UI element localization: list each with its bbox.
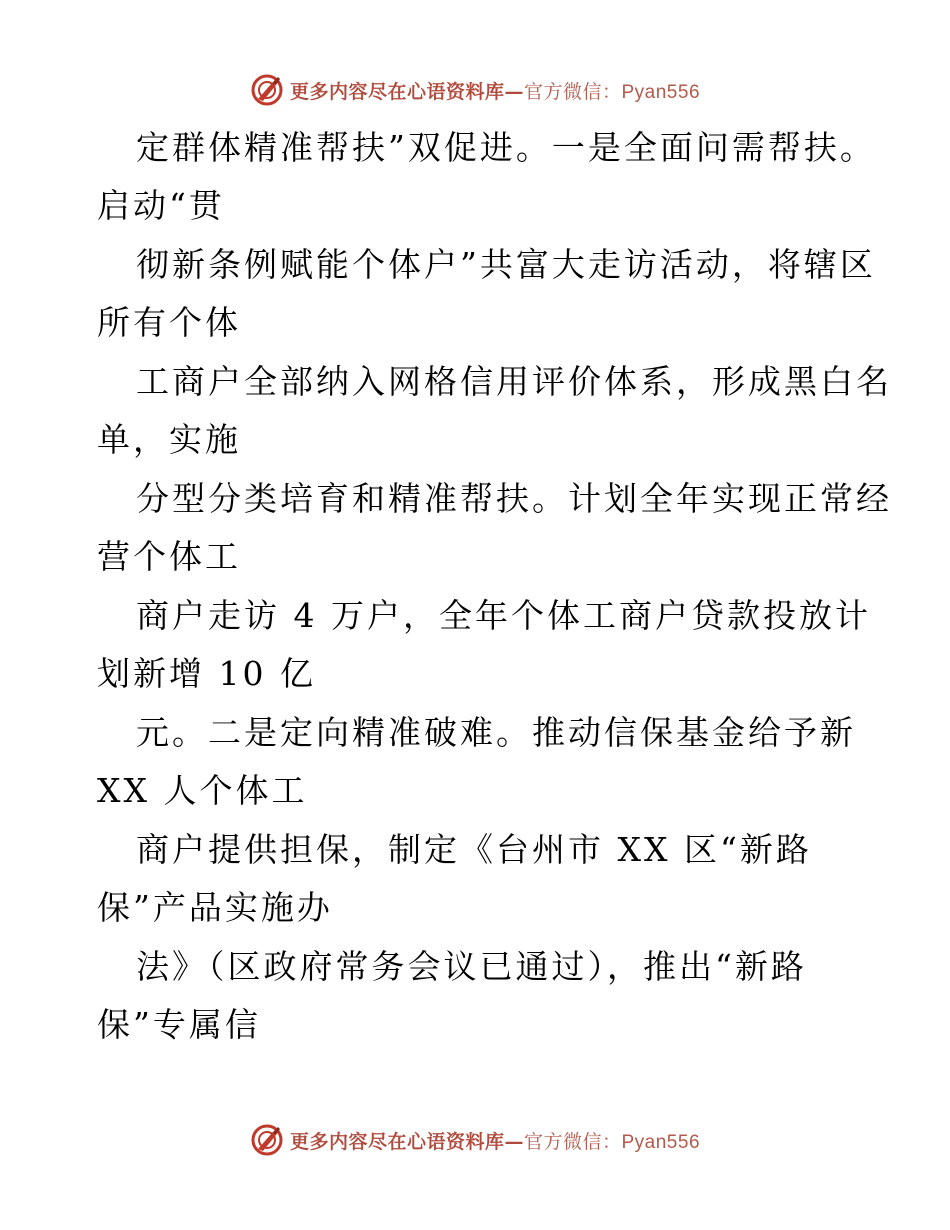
banner-title-text: 更多内容尽在心语资料库	[289, 1130, 505, 1153]
body-line: 彻新条例赋能个体户”共富大走访活动，将辖区	[136, 245, 876, 284]
body-line: 划新增 10 亿	[97, 654, 316, 693]
body-line: 工商户全部纳入网格信用评价体系，形成黑白名	[136, 362, 892, 401]
banner-title	[290, 1127, 700, 1154]
body-line: XX 人个体工	[97, 771, 308, 810]
body-line: 启动“贯	[97, 186, 225, 225]
banner-wechat: 官方微信：Pyan556	[524, 1131, 701, 1153]
banner-dash: —	[504, 80, 524, 103]
body-line: 所有个体	[97, 303, 241, 342]
body-line: 商户提供担保，制定《台州市 XX 区“新路	[136, 830, 812, 869]
footer-banner	[0, 1120, 950, 1160]
body-line: 分型分类培育和精准帮扶。计划全年实现正常经	[136, 479, 892, 518]
body-line: 法》（区政府常务会议已通过），推出“新路	[136, 947, 807, 986]
body-line: 定群体精准帮扶”双促进。一是全面问需帮扶。	[136, 128, 876, 167]
body-line: 元。二是定向精准破难。推动信保基金给予新	[136, 713, 856, 752]
pen-logo-icon	[250, 1123, 284, 1157]
body-line: 营个体工	[97, 537, 241, 576]
body-line: 保”专属信	[97, 1005, 261, 1044]
banner-dash: —	[504, 1130, 524, 1153]
body-line: 保”产品实施办	[97, 888, 333, 927]
body-line: 商户走访 4 万户，全年个体工商户贷款投放计	[136, 596, 871, 635]
banner-wechat: 官方微信：Pyan556	[524, 81, 701, 103]
body-line: 单，实施	[97, 420, 241, 459]
banner-title-text: 更多内容尽在心语资料库	[289, 80, 505, 103]
